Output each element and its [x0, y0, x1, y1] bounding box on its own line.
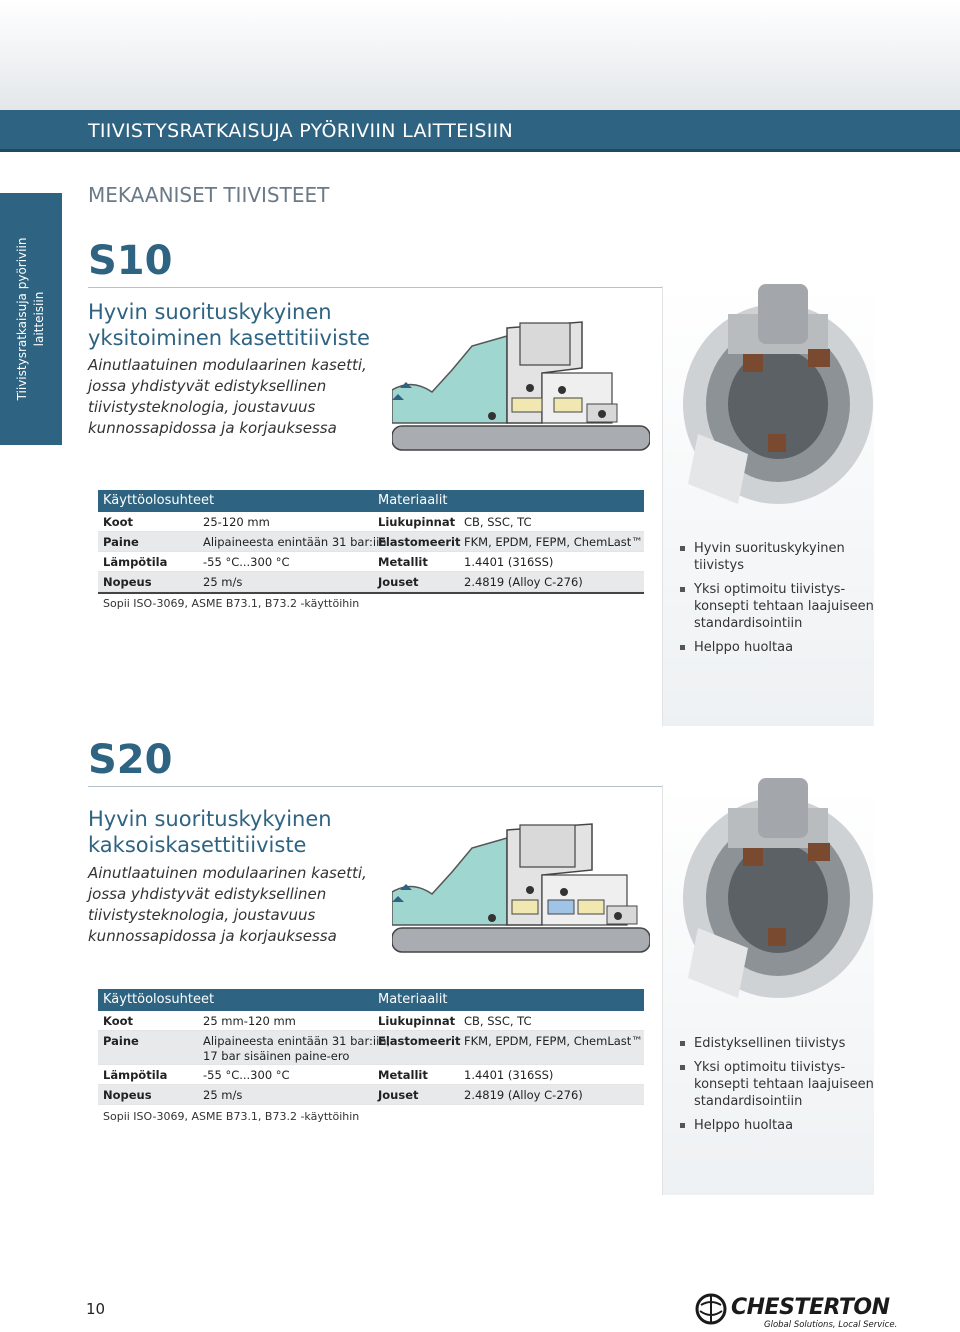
- table-row: Koot 25-120 mm Liukupinnat CB, SSC, TC: [98, 512, 644, 532]
- list-item: Hyvin suorituskykyinen tiivistys: [680, 540, 880, 574]
- list-item: Helppo huoltaa: [680, 1117, 880, 1134]
- table-row: Koot 25 mm-120 mm Liukupinnat CB, SSC, TC: [98, 1011, 644, 1031]
- top-gradient: [0, 0, 960, 110]
- s10-spec-table: [98, 490, 644, 594]
- s10-feature-list: [680, 540, 880, 663]
- list-item: Yksi optimoitu tiivistys-konsepti tehtaan laajuiseen standardisointiin: [680, 581, 880, 632]
- s20-feature-list: [680, 1035, 880, 1141]
- company-logo-text: CHESTERTON: [731, 1295, 890, 1320]
- s20-product-photo: [668, 778, 873, 1008]
- s20-suits-note: Sopii ISO-3069, ASME B73.1, B73.2 -käyttöihin: [103, 1110, 360, 1123]
- list-item: Helppo huoltaa: [680, 639, 880, 656]
- s20-description: Ainutlaatuinen modulaarinen kasetti, jossa yhdistyvät edistyksellinen tiivistysteknologia, joustavuus kunnossapidossa ja korjauksessa: [88, 864, 367, 945]
- table-row: Nopeus 25 m/s Jouset 2.4819 (Alloy C-276): [98, 572, 644, 592]
- s10-suits-note: Sopii ISO-3069, ASME B73.1, B73.2 -käyttöihin: [103, 597, 360, 610]
- table-header: Käyttöolosuhteet Materiaalit: [98, 490, 644, 512]
- table-row: Lämpötila -55 °C...300 °C Metallit 1.4401 (316SS): [98, 1065, 644, 1085]
- table-row: Nopeus 25 m/s Jouset 2.4819 (Alloy C-276): [98, 1085, 644, 1105]
- page-header-title: TIIVISTYSRATKAISUJA PYÖRIVIIN LAITTEISIIN: [88, 120, 514, 142]
- side-tab-label: Tiivistysratkaisuja pyöriviin laitteisiin: [15, 237, 46, 401]
- list-item: Edistyksellinen tiivistys: [680, 1035, 880, 1052]
- table-header: Käyttöolosuhteet Materiaalit: [98, 989, 644, 1011]
- table-row: Lämpötila -55 °C...300 °C Metallit 1.4401 (316SS): [98, 552, 644, 572]
- list-item: Yksi optimoitu tiivistys-konsepti tehtaan laajuiseen standardisointiin: [680, 1059, 880, 1110]
- company-tagline: Global Solutions, Local Service.: [764, 1320, 898, 1330]
- table-row: Paine Alipaineesta enintään 31 bar:iin Elastomeerit FKM, EPDM, FEPM, ChemLast™: [98, 532, 644, 552]
- table-bottom-rule: [98, 592, 644, 594]
- s20-spec-table: [98, 989, 644, 1105]
- s10-subtitle: Hyvin suorituskykyinen yksitoiminen kasettitiiviste: [88, 300, 370, 350]
- s10-description: Ainutlaatuinen modulaarinen kasetti, jossa yhdistyvät edistyksellinen tiivistysteknologia, joustavuus kunnossapidossa ja korjauksessa: [88, 356, 367, 437]
- s20-subtitle: Hyvin suorituskykyinen kaksoiskasettitiiviste: [88, 807, 332, 857]
- s10-product-photo: [668, 284, 873, 514]
- model-name-s10: S10: [88, 238, 173, 284]
- s10-cross-section-diagram: [392, 318, 650, 458]
- side-tab: [0, 193, 62, 445]
- model-name-s20: S20: [88, 737, 173, 783]
- page-number: 10: [86, 1300, 106, 1318]
- section-title: MEKAANISET TIIVISTEET: [88, 183, 330, 207]
- s20-cross-section-diagram: [392, 820, 650, 960]
- chesterton-globe-icon: [695, 1293, 727, 1325]
- table-row: Paine Alipaineesta enintään 31 bar:iin, 17 bar sisäinen paine-ero Elastomeerit FKM, EPDM, FEPM, ChemLast™: [98, 1031, 644, 1065]
